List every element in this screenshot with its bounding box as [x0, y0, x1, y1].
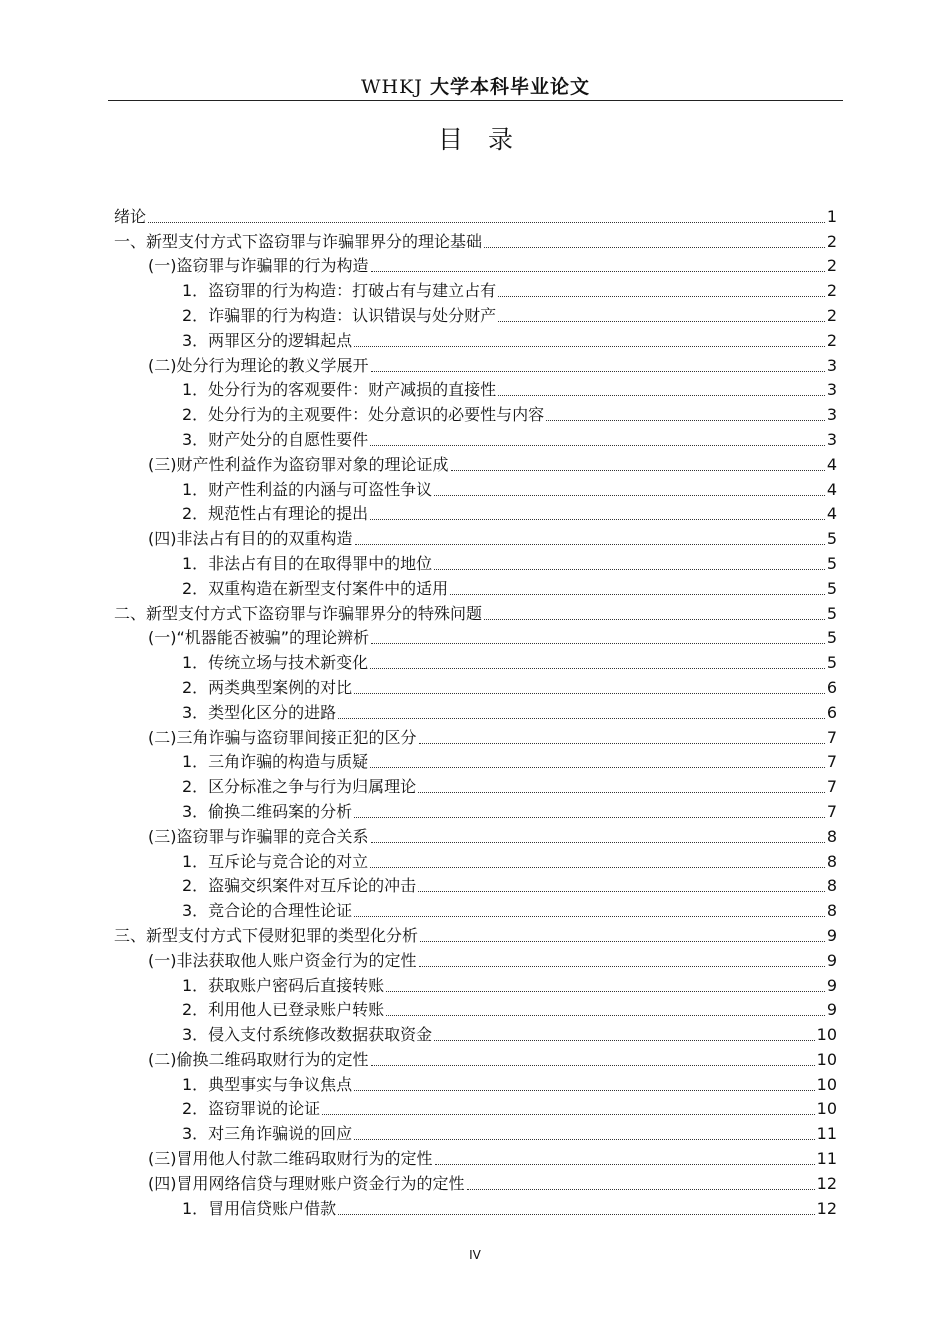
toc-entry[interactable] — [114, 1144, 837, 1169]
toc-entry-page: 5 — [826, 553, 837, 573]
toc-dot-leader — [371, 841, 825, 843]
toc-entry-page: 5 — [826, 578, 837, 598]
toc-dot-leader — [419, 965, 825, 967]
toc-entry[interactable] — [114, 1169, 837, 1194]
toc-entry-page: 5 — [826, 603, 837, 623]
toc-entry-title: 1．传统立场与技术新变化 — [182, 653, 369, 673]
header-title: 大学本科毕业论文 — [429, 76, 590, 98]
toc-dot-leader — [418, 890, 825, 892]
toc-entry-title: 1．处分行为的客观要件：财产减损的直接性 — [182, 380, 497, 400]
toc-entry-page: 7 — [826, 752, 837, 772]
toc-entry-title: 1．冒用信贷账户借款 — [182, 1198, 337, 1218]
toc-entry-page: 12 — [816, 1173, 837, 1193]
header-rule — [108, 100, 843, 101]
toc-entry[interactable] — [114, 227, 837, 252]
toc-entry-title: (二)偷换二维码取财行为的定性 — [148, 1049, 369, 1069]
toc-dot-leader — [484, 618, 825, 620]
toc-entry-title: (三)冒用他人付款二维码取财行为的定性 — [148, 1149, 433, 1169]
toc-entry-page: 2 — [826, 256, 837, 276]
toc-entry-page: 9 — [826, 975, 837, 995]
toc-entry-title: 3．偷换二维码案的分析 — [182, 801, 353, 821]
toc-entry-title: 2．盗骗交织案件对互斥论的冲击 — [182, 876, 417, 896]
toc-entry[interactable] — [114, 946, 837, 971]
toc-entry-page: 10 — [816, 1049, 837, 1069]
toc-entry[interactable] — [114, 524, 837, 549]
toc-entry-title: 2．双重构造在新型支付案件中的适用 — [182, 578, 449, 598]
toc-entry[interactable] — [114, 772, 837, 797]
toc-entry[interactable] — [114, 872, 837, 897]
toc-entry-title: (一)盗窃罪与诈骗罪的行为构造 — [148, 256, 369, 276]
toc-entry-title: 3．类型化区分的进路 — [182, 702, 337, 722]
toc-entry-page: 2 — [826, 281, 837, 301]
toc-entry[interactable] — [114, 326, 837, 351]
table-of-contents — [114, 202, 837, 1219]
toc-entry[interactable] — [114, 723, 837, 748]
toc-entry-page: 10 — [816, 1074, 837, 1094]
toc-entry[interactable] — [114, 202, 837, 227]
toc-entry-title: 1．获取账户密码后直接转账 — [182, 975, 385, 995]
toc-entry-title: (四)冒用网络信贷与理财账户资金行为的定性 — [148, 1173, 465, 1193]
toc-dot-leader — [371, 1064, 815, 1066]
toc-dot-leader — [419, 742, 825, 744]
toc-entry[interactable] — [114, 673, 837, 698]
toc-entry[interactable] — [114, 698, 837, 723]
toc-dot-leader — [386, 1014, 825, 1016]
toc-entry-title: 2．区分标准之争与行为归属理论 — [182, 777, 417, 797]
toc-dot-leader — [370, 667, 825, 669]
toc-dot-leader — [420, 940, 825, 942]
toc-entry-title: 3．竞合论的合理性论证 — [182, 901, 353, 921]
toc-dot-leader — [386, 990, 825, 992]
toc-dot-leader — [370, 518, 825, 520]
toc-entry-title: 一、新型支付方式下盗窃罪与诈骗罪界分的理论基础 — [114, 231, 483, 251]
toc-entry-page: 9 — [826, 925, 837, 945]
toc-entry-page: 11 — [816, 1149, 837, 1169]
toc-dot-leader — [451, 469, 825, 471]
toc-entry-page: 11 — [816, 1124, 837, 1144]
toc-dot-leader — [371, 642, 825, 644]
toc-entry[interactable] — [114, 648, 837, 673]
toc-dot-leader — [546, 419, 825, 421]
toc-entry-title: 2．诈骗罪的行为构造：认识错误与处分财产 — [182, 305, 497, 325]
toc-entry-page: 4 — [826, 504, 837, 524]
toc-entry[interactable] — [114, 475, 837, 500]
toc-entry[interactable] — [114, 921, 837, 946]
toc-entry[interactable] — [114, 996, 837, 1021]
toc-entry[interactable] — [114, 1095, 837, 1120]
toc-dot-leader — [498, 295, 825, 297]
toc-dot-leader — [435, 1163, 815, 1165]
toc-entry[interactable] — [114, 797, 837, 822]
toc-dot-leader — [148, 221, 825, 223]
toc-entry-title: 1．非法占有目的在取得罪中的地位 — [182, 553, 433, 573]
toc-entry[interactable] — [114, 574, 837, 599]
toc-entry-title: 1．互斥论与竞合论的对立 — [182, 851, 369, 871]
toc-dot-leader — [371, 270, 825, 272]
page-header — [108, 74, 843, 100]
toc-entry-title: (二)处分行为理论的教义学展开 — [148, 355, 369, 375]
toc-entry-title: 2．盗窃罪说的论证 — [182, 1099, 321, 1119]
toc-entry-page: 5 — [826, 529, 837, 549]
toc-entry[interactable] — [114, 301, 837, 326]
toc-entry-title: (二)三角诈骗与盗窃罪间接正犯的区分 — [148, 727, 417, 747]
toc-dot-leader — [498, 320, 825, 322]
toc-dot-leader — [370, 444, 825, 446]
toc-entry-title: 3．侵入支付系统修改数据获取资金 — [182, 1025, 433, 1045]
toc-entry[interactable] — [114, 351, 837, 376]
toc-entry-page: 6 — [826, 677, 837, 697]
toc-entry[interactable] — [114, 1045, 837, 1070]
toc-entry[interactable] — [114, 971, 837, 996]
toc-entry-title: 2．两类典型案例的对比 — [182, 677, 353, 697]
toc-entry[interactable] — [114, 896, 837, 921]
toc-entry-page: 9 — [826, 950, 837, 970]
toc-dot-leader — [434, 494, 825, 496]
page-title: 目 录 — [437, 125, 513, 154]
toc-entry[interactable] — [114, 252, 837, 277]
toc-entry-title: 1．典型事实与争议焦点 — [182, 1074, 353, 1094]
toc-entry-page: 10 — [816, 1099, 837, 1119]
toc-entry-page: 5 — [826, 628, 837, 648]
toc-entry-title: 二、新型支付方式下盗窃罪与诈骗罪界分的特殊问题 — [114, 603, 483, 623]
toc-entry[interactable] — [114, 1020, 837, 1045]
toc-dot-leader — [371, 370, 825, 372]
toc-entry-page: 3 — [826, 380, 837, 400]
toc-dot-leader — [354, 816, 825, 818]
toc-dot-leader — [434, 568, 825, 570]
toc-dot-leader — [467, 1188, 815, 1190]
toc-entry-page: 5 — [826, 653, 837, 673]
toc-entry-page: 2 — [826, 330, 837, 350]
toc-entry-page: 7 — [826, 777, 837, 797]
toc-entry[interactable] — [114, 400, 837, 425]
toc-dot-leader — [355, 543, 825, 545]
toc-dot-leader — [354, 1089, 814, 1091]
toc-entry[interactable] — [114, 549, 837, 574]
toc-entry-title: 3．财产处分的自愿性要件 — [182, 429, 369, 449]
toc-dot-leader — [338, 1213, 814, 1215]
toc-dot-leader — [450, 593, 825, 595]
toc-entry-page: 9 — [826, 1000, 837, 1020]
toc-entry[interactable] — [114, 1070, 837, 1095]
toc-dot-leader — [322, 1113, 814, 1115]
toc-entry-title: (一)“机器能否被骗”的理论辨析 — [148, 628, 370, 648]
toc-dot-leader — [354, 915, 825, 917]
toc-entry-title: 2．规范性占有理论的提出 — [182, 504, 369, 524]
toc-entry-title: 2．利用他人已登录账户转账 — [182, 1000, 385, 1020]
toc-dot-leader — [354, 345, 825, 347]
toc-entry-title: 1．三角诈骗的构造与质疑 — [182, 752, 369, 772]
toc-dot-leader — [434, 1039, 814, 1041]
toc-entry-page: 12 — [816, 1198, 837, 1218]
toc-entry-title: 绪论 — [114, 206, 147, 226]
toc-entry-page: 7 — [826, 801, 837, 821]
toc-entry-page: 8 — [826, 876, 837, 896]
toc-entry[interactable] — [114, 1194, 837, 1219]
toc-entry-page: 8 — [826, 901, 837, 921]
toc-entry-title: 1．财产性利益的内涵与可盗性争议 — [182, 479, 433, 499]
toc-entry-page: 6 — [826, 702, 837, 722]
toc-dot-leader — [354, 692, 825, 694]
toc-entry-title: (三)盗窃罪与诈骗罪的竞合关系 — [148, 826, 369, 846]
toc-dot-leader — [338, 717, 825, 719]
toc-entry[interactable] — [114, 376, 837, 401]
toc-entry[interactable] — [114, 276, 837, 301]
toc-entry-title: 三、新型支付方式下侵财犯罪的类型化分析 — [114, 925, 419, 945]
toc-entry-page: 7 — [826, 727, 837, 747]
toc-entry-title: 3．两罪区分的逻辑起点 — [182, 330, 353, 350]
toc-entry[interactable] — [114, 624, 837, 649]
toc-entry[interactable] — [114, 847, 837, 872]
toc-entry-title: (一)非法获取他人账户资金行为的定性 — [148, 950, 417, 970]
toc-entry-page: 4 — [826, 454, 837, 474]
header-latin: WHKJ — [361, 76, 423, 98]
toc-entry-page: 8 — [826, 851, 837, 871]
toc-entry-page: 1 — [826, 206, 837, 226]
toc-entry[interactable] — [114, 450, 837, 475]
page-number: IV — [469, 1248, 481, 1262]
toc-dot-leader — [418, 791, 825, 793]
toc-entry-page: 3 — [826, 355, 837, 375]
toc-entry-title: 1．盗窃罪的行为构造：打破占有与建立占有 — [182, 281, 497, 301]
toc-entry-page: 4 — [826, 479, 837, 499]
toc-entry-page: 10 — [816, 1025, 837, 1045]
toc-entry-page: 8 — [826, 826, 837, 846]
toc-entry-title: (三)财产性利益作为盗窃罪对象的理论证成 — [148, 454, 449, 474]
toc-entry-page: 2 — [826, 231, 837, 251]
toc-dot-leader — [498, 394, 825, 396]
toc-entry-title: 2．处分行为的主观要件：处分意识的必要性与内容 — [182, 405, 545, 425]
toc-entry-title: (四)非法占有目的的双重构造 — [148, 529, 353, 549]
toc-entry[interactable] — [114, 1119, 837, 1144]
toc-entry-page: 2 — [826, 305, 837, 325]
toc-entry-page: 3 — [826, 405, 837, 425]
toc-entry-page: 3 — [826, 429, 837, 449]
toc-dot-leader — [370, 766, 825, 768]
toc-entry[interactable] — [114, 822, 837, 847]
toc-dot-leader — [370, 866, 825, 868]
toc-dot-leader — [484, 246, 825, 248]
toc-entry[interactable] — [114, 748, 837, 773]
toc-entry[interactable] — [114, 500, 837, 525]
toc-entry[interactable] — [114, 599, 837, 624]
toc-entry[interactable] — [114, 425, 837, 450]
toc-dot-leader — [354, 1138, 814, 1140]
toc-entry-title: 3．对三角诈骗说的回应 — [182, 1124, 353, 1144]
